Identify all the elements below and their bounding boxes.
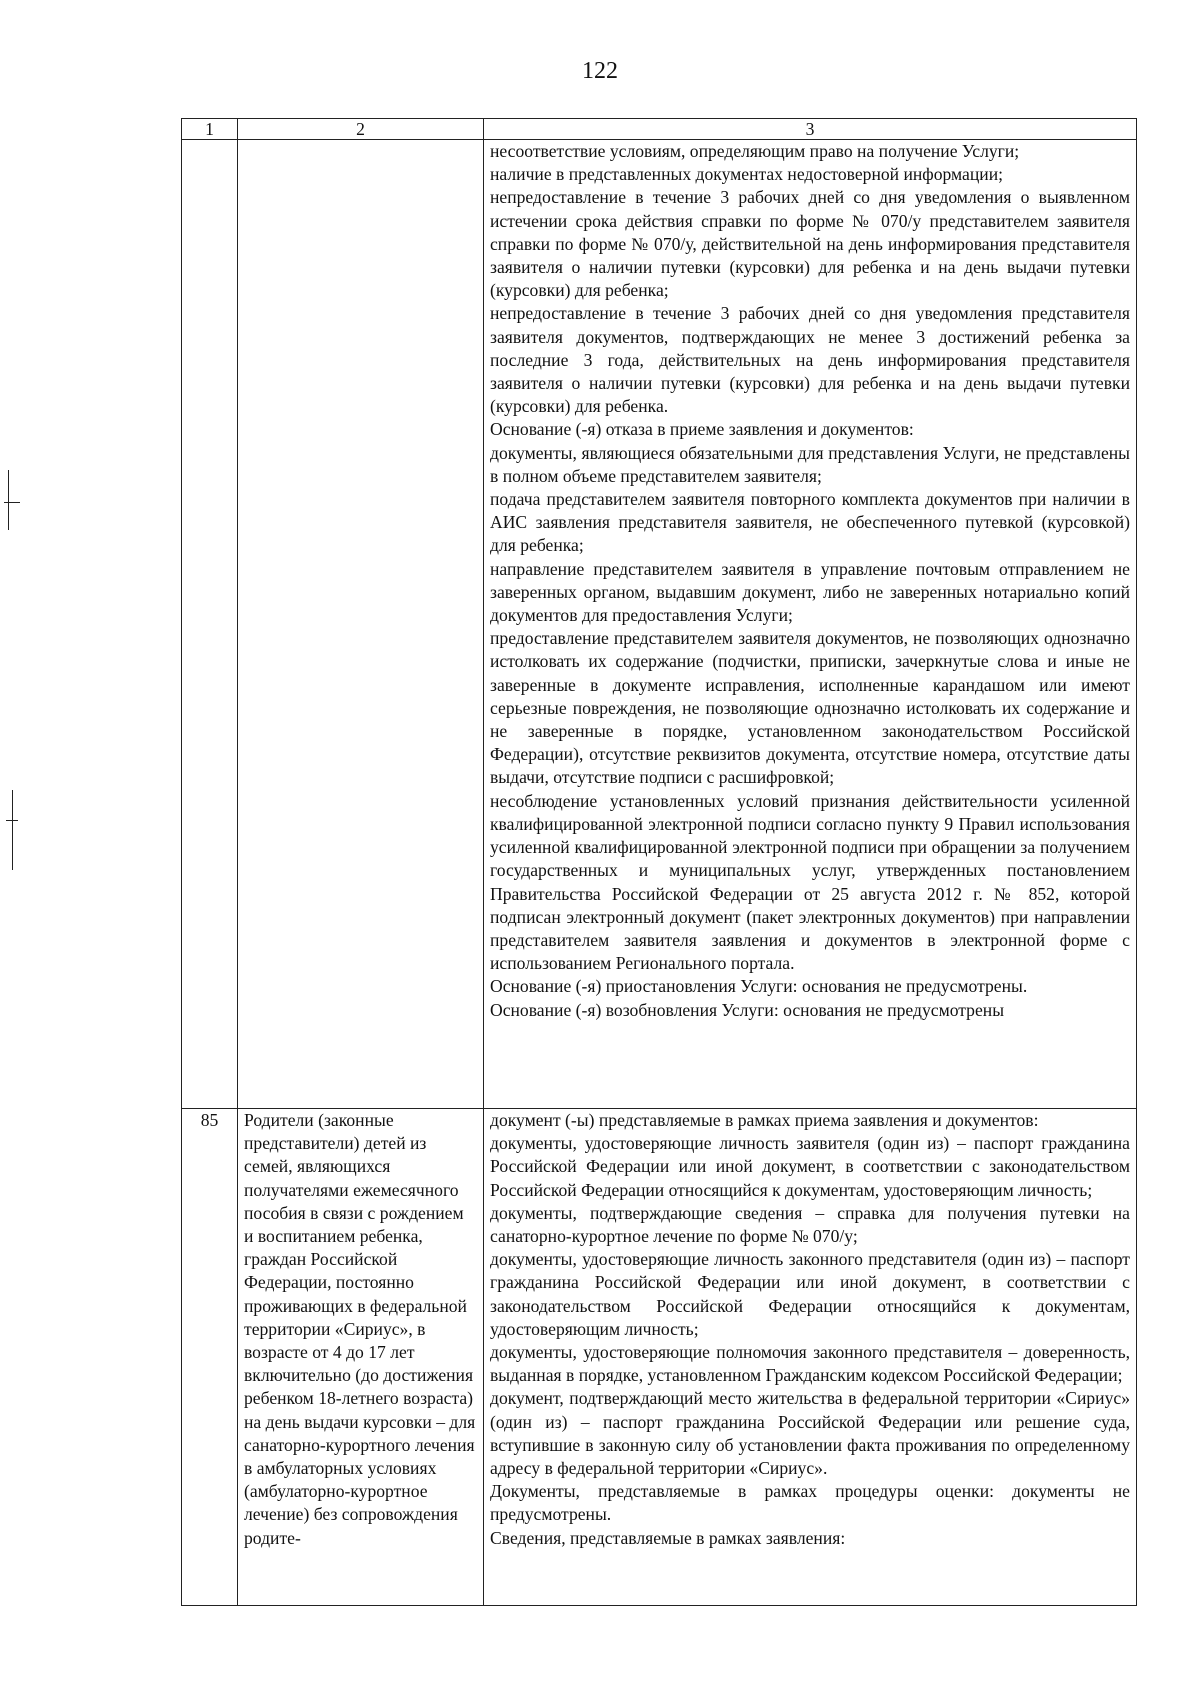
content-paragraph: направление представителем заявителя в управление почтовым отправлением не заверенных органом, выдавшим документ, либо не заверенных нотариально копий документов для предоставления Услуги; [490, 558, 1130, 626]
content-paragraph: несоответствие условиям, определяющим право на получение Услуги; [490, 141, 1020, 161]
table-row [182, 1109, 1137, 1606]
content-paragraph: Основание (-я) приостановления Услуги: основания не предусмотрены. [490, 976, 1028, 997]
page-number: 122 [582, 58, 618, 84]
content-paragraph: несоблюдение установленных условий признания действительности усиленной квалифицированной электронной подписи согласно пункту 9 Правил использования усиленной квалифицированной электронной подписи при обращении за получением государственных и муниципальных услуг, утвержденных постановлением Правительства Российской Федерации от 25 августа 2012 г. № 852, которой подписан электронный документ (пакет электронных документов) при направлении представителем заявителя заявления и документов в электронной форме с использованием Регионального портала. [490, 790, 1130, 974]
content-table [181, 118, 1137, 1606]
row-number [182, 140, 238, 1109]
column-header-3: 3 [484, 119, 1137, 140]
row-description [238, 140, 484, 1109]
content-paragraph: непредоставление в течение 3 рабочих дней со дня уведомления представителя заявителя документов, подтверждающих не менее 3 достижений ребенка за последние 3 года, действительных на день информирования представителя заявителя о наличии путевки (курсовки) для ребенка и на день выдачи путевки (курсовки) для ребенка. [490, 303, 1130, 417]
row-number: 85 [182, 1109, 238, 1606]
content-paragraph: документы, подтверждающие сведения – справка для получения путевки на санаторно-курортное лечение по форме № 070/у; [490, 1202, 1130, 1247]
content-paragraph: непредоставление в течение 3 рабочих дней со дня уведомления о выявленном истечении срока действия справки по форме № 070/у представителем заявителя справки по форме № 070/у, действительной на день информирования представителя заявителя о наличии путевки (курсовки) для ребенка и на день выдачи путевки (курсовки) для ребенка; [490, 187, 1130, 301]
content-paragraph: предоставление представителем заявителя документов, не позволяющих однозначно истолковать их содержание (подчистки, приписки, зачеркнутые слова и иные не заверенные в документе исправления, исполненные карандашом или имеют серьезные повреждения, не позволяющие однозначно истолковать их содержание и не заверенные в порядке, установленном законодательством Российской Федерации), отсутствие реквизитов документа, отсутствие номера, отсутствие даты выдачи, отсутствие подписи с расшифровкой; [490, 628, 1130, 788]
column-header-1: 1 [182, 119, 238, 140]
content-paragraph: документ, подтверждающий место жительства в федеральной территории «Сириус» (один из) – паспорт гражданина Российской Федерации или решение суда, вступившие в законную силу об установлении факта проживания по определенному адресу в федеральной территории «Сириус». [490, 1388, 1130, 1479]
content-paragraph: документы, удостоверяющие личность заявителя (один из) – паспорт гражданина Российской Федерации или иной документ, в соответствии с законодательством Российской Федерации относящийся к документам, удостоверяющим личность; [490, 1133, 1130, 1200]
content-paragraph: документ (-ы) представляемые в рамках приема заявления и документов: [490, 1110, 1039, 1130]
row-content [484, 140, 1137, 1109]
content-paragraph: документы, удостоверяющие личность законного представителя (один из) – паспорт гражданина Российской Федерации или иной документ, в соответствии с законодательством Российской Федерации относящийся к документам, удостоверяющим личность; [490, 1249, 1130, 1339]
content-paragraph: наличие в представленных документах недостоверной информации; [490, 164, 1003, 185]
content-paragraph: документы, удостоверяющие полномочия законного представителя – доверенность, выданная в порядке, установленном Гражданским кодексом Российской Федерации; [490, 1342, 1130, 1386]
row-description: Родители (законные представители) детей из семей, являющихся получателями ежемесячного пособия в связи с рождением и воспитанием ребенка, граждан Российской Федерации, постоянно проживающих в федеральной территории «Сириус», в возрасте от 4 до 17 лет включительно (до достижения ребенком 18-летнего возраста) на день выдачи курсовки – для санаторно-курортного лечения в амбулаторных условиях (амбулаторно-курортное лечение) без сопровождения родите- [238, 1109, 484, 1606]
content-paragraph: Сведения, представляемые в рамках заявления: [490, 1527, 846, 1548]
column-header-2: 2 [238, 119, 484, 140]
content-paragraph: Основание (-я) возобновления Услуги: основания не предусмотрены [490, 999, 1005, 1020]
row-content [484, 1109, 1137, 1606]
scan-edge-marks [0, 0, 40, 1695]
table-row [182, 140, 1137, 1109]
content-paragraph: подача представителем заявителя повторного комплекта документов при наличии в АИС заявления представителя заявителя, не обеспеченного путевкой (курсовкой) для ребенка; [490, 489, 1130, 556]
content-paragraph: Документы, представляемые в рамках процедуры оценки: документы не предусмотрены. [490, 1481, 1130, 1525]
content-paragraph: документы, являющиеся обязательными для представления Услуги, не представлены в полном объеме представителем заявителя; [490, 442, 1130, 486]
table-header-row [182, 119, 1137, 140]
content-paragraph: Основание (-я) отказа в приеме заявления и документов: [490, 419, 914, 440]
